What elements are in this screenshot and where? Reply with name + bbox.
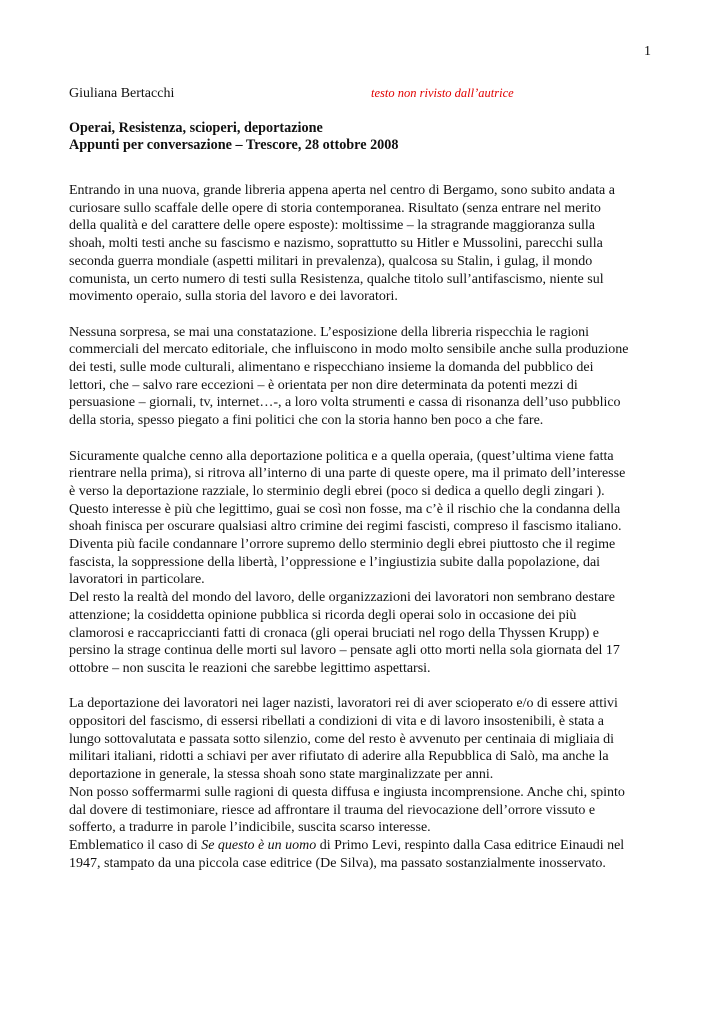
document-header (69, 86, 659, 104)
paragraph-7: Non posso soffermarmi sulle ragioni di questa diffusa e ingiusta incomprensione. Anche chi, spinto dal dovere di testimoniare, riesce ad affrontare il trauma del rievocazione dell’orrore vissuto e sofferto, a tradurre in parole l’indicibile, suscita scarso interesse. (69, 784, 625, 836)
title-line-1: Operai, Resistenza, scioperi, deportazione (69, 120, 323, 136)
document-body (69, 182, 629, 872)
paragraph-4: Diventa più facile condannare l’orrore supremo dello sterminio degli ebrei piuttosto che il regime fascista, la soppressione della libertà, l’oppressione e l’ingiustizia subite dalla popolazione, dai lavoratori in particolare. (69, 537, 616, 588)
title-line-2: Appunti per conversazione – Trescore, 28 ottobre 2008 (69, 137, 399, 153)
review-note: testo non rivisto dall’autrice (371, 86, 514, 100)
document-title (69, 120, 669, 154)
paragraph-2: Nessuna sorpresa, se mai una constatazione. L’esposizione della libreria rispecchia le ragioni commerciali del mercato editoriale, che influiscono in modo molto sensibile anche sulla produzione dei testi, sulle mode culturali, alimentano e rispecchiano insieme la domanda del pubblico dei lettori, che – salvo rare eccezioni – è orientata per non dire determinata da potenti mezzi di persuasione – giornali, tv, internet…-, a loro volta strumenti e cassa di risonanza dell’uso pubblico della storia, spesso piegato a fini politici che con la storia hanno ben poco a che fare. (69, 324, 629, 429)
paragraph-8-text-after: di Primo Levi, respinto dalla Casa editrice Einaudi nel 1947, stampato da una piccola case editrice (De Silva), ma passato sostanzialmente inosservato. (69, 837, 625, 871)
page-number: 1 (644, 44, 651, 59)
author-name: Giuliana Bertacchi (69, 86, 175, 101)
paragraph-1: Entrando in una nuova, grande libreria appena aperta nel centro di Bergamo, sono subito andata a curiosare sullo scaffale delle opere di storia contemporanea. Risultato (senza entrare nel merito della qualità e del carattere delle opere esposte): moltissime – la stragrande maggioranza sulla shoah, molti testi anche su fascismo e nazismo, soprattutto su Hitler e Mussolini, parecchi sulla seconda guerra mondiale (aspetti militari in prevalenza), qualcosa su Stalin, i gulag, il mondo comunista, un certo numero di testi sulla Resistenza, qualche titolo sull’antifascismo, niente sul movimento operaio, sulla storia del lavoro e dei lavoratori. (69, 183, 615, 305)
paragraph-5: Del resto la realtà del mondo del lavoro, delle organizzazioni dei lavoratori non sembrano destare attenzione; la cosiddetta opinione pubblica si ricorda degli operai solo in occasione dei più clamorosi e raccapriccianti fatti di cronaca (gli operai bruciati nel rogo della Thyssen Krupp) e persino la strage continua delle morti sul lavoro – pensate agli otto morti nella sola giornata del 17 ottobre – non suscita le reazioni che sarebbe legittimo aspettarsi. (69, 590, 620, 676)
paragraph-8-text-before: Emblematico il caso di (69, 837, 202, 853)
paragraph-6: La deportazione dei lavoratori nei lager nazisti, lavoratori rei di aver scioperato e/o di essere attivi oppositori del fascismo, di essersi ribellati a condizioni di vita e di lavoro insostenibili, è stata a lungo sottovalutata e passata sotto silenzio, come del resto è avvenuto per centinaia di migliaia di militari italiani, ridotti a schiavi per aver rifiutato di aderire alla Repubblica di Salò, ma anche la deportazione in generale, la stessa shoah sono state marginalizzate per anni. (69, 696, 618, 783)
paragraph-8 (69, 837, 629, 872)
paragraph-3: Sicuramente qualche cenno alla deportazione politica e a quella operaia, (quest’ultima viene fatta rientrare nella prima), si ritrova all’interno di una parte di queste opere, ma il primato dell’interesse è verso la deportazione razziale, lo sterminio degli ebrei (poco si dedica a quello degli zingari ). Questo interesse è più che legittimo, guai se così non fosse, ma c’è il rischio che la condanna della shoah finisca per oscurare qualsiasi altro crimine dei regimi fascisti, compreso il fascismo italiano. (69, 448, 626, 535)
book-title: Se questo è un uomo (201, 837, 317, 853)
